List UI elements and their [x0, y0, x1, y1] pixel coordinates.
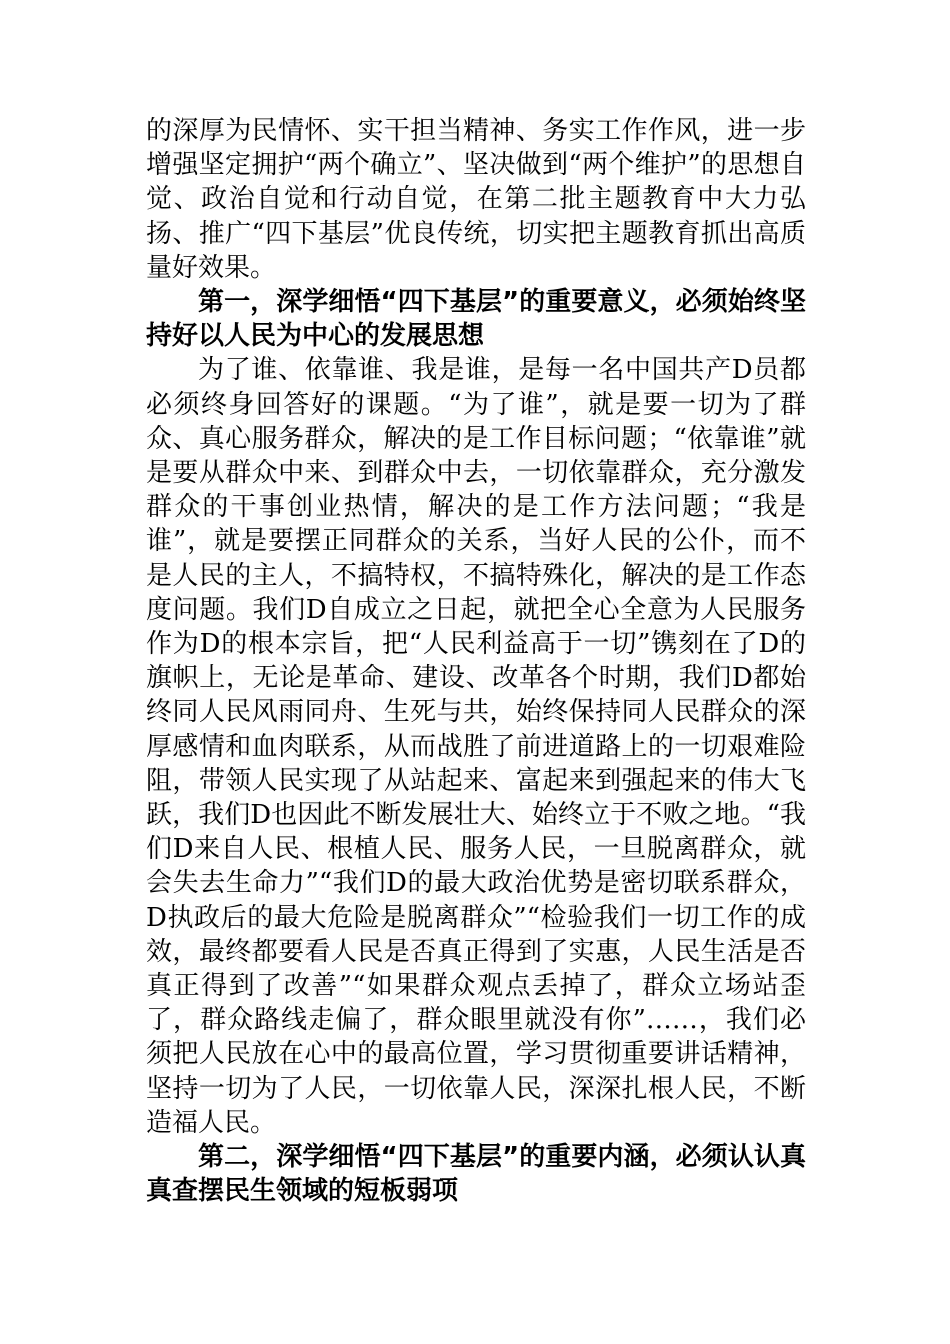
- document-page: [146, 114, 806, 1209]
- section-heading-first: 第一，深学细悟“四下基层”的重要意义，必须始终坚持好以人民为中心的发展思想: [146, 287, 806, 352]
- continuation-paragraph: 的深厚为民情怀、实干担当精神、务实工作作风，进一步增强坚定拥护“两个确立”、坚决做到“两个维护”的思想自觉、政治自觉和行动自觉，在第二批主题教育中大力弘扬、推广“四下基层”优良传统，切实把主题教育抓出高质量好效果。: [146, 116, 806, 283]
- body-paragraph-first: 为了谁、依靠谁、我是谁，是每一名中国共产D员都必须终身回答好的课题。“为了谁”，就是要一切为了群众、真心服务群众，解决的是工作目标问题；“依靠谁”就是要从群众中来、到群众中去，一切依靠群众，充分激发群众的干事创业热情，解决的是工作方法问题；“我是谁”，就是要摆正同群众的关系，当好人民的公仆，而不是人民的主人，不搞特权，不搞特殊化，解决的是工作态度问题。我们D自成立之日起，就把全心全意为人民服务作为D的根本宗旨，把“人民利益高于一切”镌刻在了D的旗帜上，无论是革命、建设、改革各个时期，我们D都始终同人民风雨同舟、生死与共，始终保持同人民群众的深厚感情和血肉联系，从而战胜了前进道路上的一切艰难险阻，带领人民实现了从站起来、富起来到强起来的伟大飞跃，我们D也因此不断发展壮大、始终立于不败之地。“我们D来自人民、根植人民、服务人民，一旦脱离群众，就会失去生命力”“我们D的最大政治优势是密切联系群众，D执政后的最大危险是脱离群众”“检验我们一切工作的成效，最终都要看人民是否真正得到了实惠，人民生活是否真正得到了改善”“如果群众观点丢掉了，群众立场站歪了，群众路线走偏了，群众眼里就没有你”……，我们必须把人民放在心中的最高位置，学习贯彻重要讲话精神，坚持一切为了人民，一切依靠人民，深深扎根人民，不断造福人民。: [146, 355, 806, 1138]
- section-heading-second: 第二，深学细悟“四下基层”的重要内涵，必须认认真真查摆民生领域的短板弱项: [146, 1142, 806, 1207]
